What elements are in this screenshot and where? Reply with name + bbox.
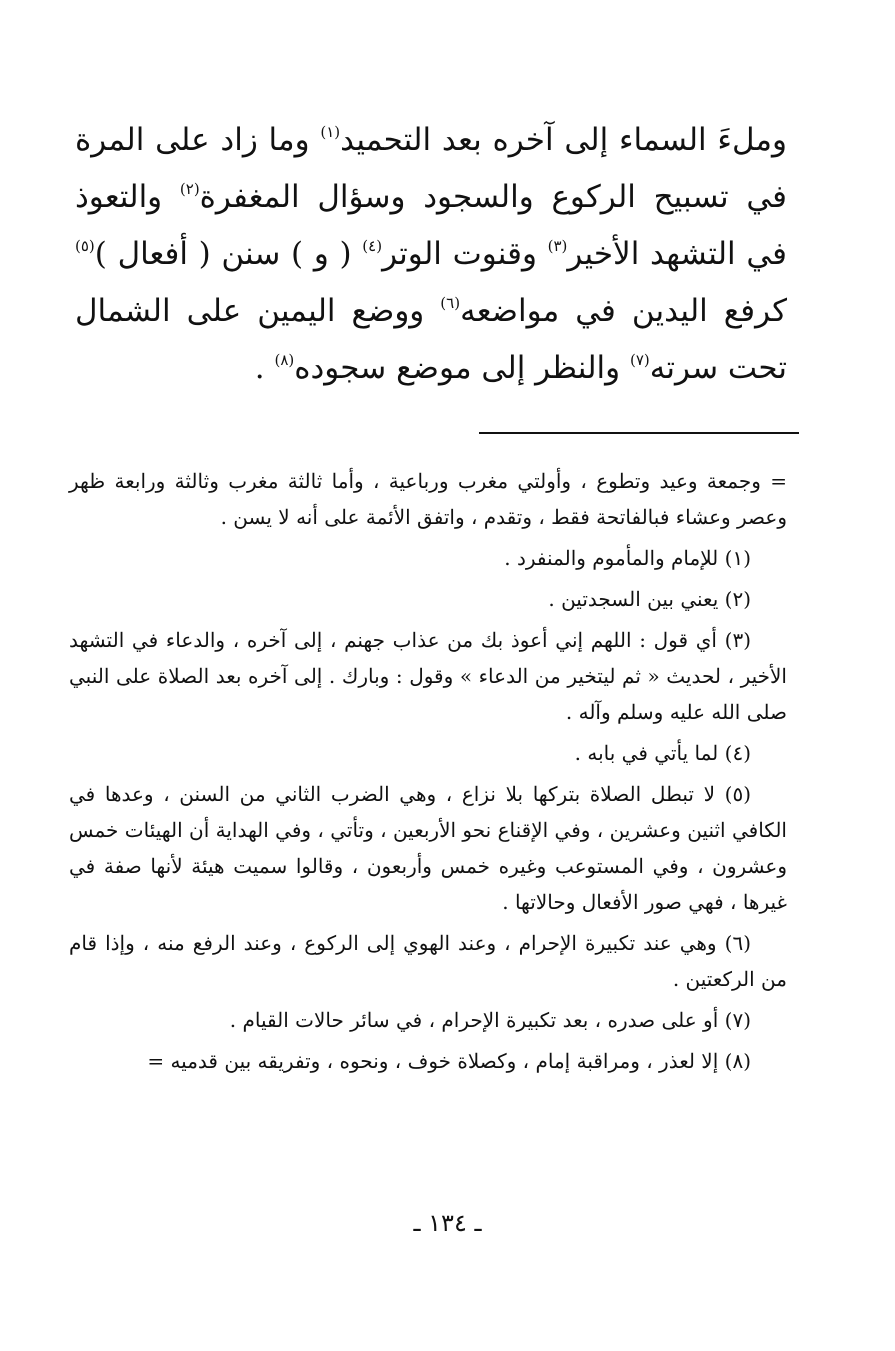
main-text-segment: والتعوذ في التشهد الأخير bbox=[75, 179, 787, 272]
footnote-ref-2[interactable]: (٢) bbox=[179, 179, 200, 198]
footnote-ref-1[interactable]: (١) bbox=[320, 122, 341, 141]
footnote-ref-6[interactable]: (٦) bbox=[440, 293, 461, 312]
footnote-ref-4[interactable]: (٤) bbox=[362, 236, 383, 255]
footnote-text: لما يأتي في بابه . bbox=[574, 741, 725, 765]
footnote-number: (٤) bbox=[724, 741, 751, 765]
main-text-segment: ووضع اليمين على الشمال تحت سرته bbox=[75, 293, 787, 386]
footnote-5 bbox=[69, 776, 787, 920]
footnote-number: (٧) bbox=[724, 1008, 751, 1032]
footnote-text: للإمام والمأموم والمنفرد . bbox=[504, 546, 725, 570]
footnote-separator bbox=[479, 432, 799, 434]
main-text-segment: وملءَ السماء إلى آخره بعد التحميد bbox=[340, 122, 788, 158]
footnote-text: أو على صدره ، بعد تكبيرة الإحرام ، في سائر حالات القيام . bbox=[229, 1008, 725, 1032]
footnote-6 bbox=[69, 925, 787, 997]
footnote-7 bbox=[69, 1002, 787, 1038]
main-text-segment: كرفع اليدين في مواضعه bbox=[460, 293, 787, 329]
footnote-number: (٣) bbox=[724, 628, 751, 652]
footnote-8 bbox=[69, 1043, 787, 1079]
main-paragraph bbox=[75, 112, 787, 397]
footnote-number: (١) bbox=[724, 546, 751, 570]
footnote-4 bbox=[69, 735, 787, 771]
footnote-number: (٢) bbox=[724, 587, 751, 611]
main-text-segment: . bbox=[254, 350, 275, 386]
footnote-ref-3[interactable]: (٣) bbox=[547, 236, 568, 255]
footnote-text: لا تبطل الصلاة بتركها بلا نزاع ، وهي الضرب الثاني من السنن ، وعدها في الكافي اثنين وعشرين ، وفي الإقناع نحو الأربعين ، وتأتي ، وفي الهداية أن الهيئات خمس وعشرون ، وفي المستوعب وغيره خمس وأربعون ، وقالوا سميت هيئة لأنها صفة في غيرها ، فهي صور الأفعال وحالاتها . bbox=[69, 782, 787, 914]
page-number: ـ ١٣٤ ـ bbox=[413, 1209, 482, 1237]
main-text-segment: وما زاد على المرة في تسبيح الركوع والسجود وسؤال المغفرة bbox=[75, 122, 787, 215]
main-text-segment: ( و ) سنن ( أفعال ) bbox=[94, 236, 363, 272]
footnote-text: أي قول : اللهم إني أعوذ بك من عذاب جهنم ، إلى آخره ، والدعاء في التشهد الأخير ، لحديث « ثم ليتخير من الدعاء » وقول : وبارك . إلى آخره بعد الصلاة على النبي صلى الله عليه وسلم وآله . bbox=[69, 628, 787, 724]
footnote-number: (٥) bbox=[724, 782, 751, 806]
main-text-segment: وقنوت الوتر bbox=[382, 236, 548, 272]
footnote-ref-5[interactable]: (٥) bbox=[75, 236, 95, 255]
footnote-ref-8[interactable]: (٨) bbox=[274, 350, 295, 369]
footnote-text: وهي عند تكبيرة الإحرام ، وعند الهوي إلى الركوع ، وعند الرفع منه ، وإذا قام من الركعتين . bbox=[69, 931, 787, 991]
footnote-2 bbox=[69, 581, 787, 617]
footnote-number: (٦) bbox=[724, 931, 751, 955]
footnote-text: يعني بين السجدتين . bbox=[548, 587, 725, 611]
main-text-segment: والنظر إلى موضع سجوده bbox=[294, 350, 630, 386]
footnote-3 bbox=[69, 622, 787, 730]
footnotes-block bbox=[69, 463, 787, 1084]
footnote-number: (٨) bbox=[724, 1049, 751, 1073]
main-text-block bbox=[75, 112, 787, 397]
footnote-1 bbox=[69, 540, 787, 576]
footnote-ref-7[interactable]: (٧) bbox=[629, 350, 650, 369]
footnote-text: إلا لعذر ، ومراقبة إمام ، وكصلاة خوف ، ونحوه ، وتفريقه بين قدميه = bbox=[147, 1049, 725, 1073]
footnote-continuation: = وجمعة وعيد وتطوع ، وأولتي مغرب ورباعية ، وأما ثالثة مغرب وثالثة ورابعة ظهر وعصر وعشاء فبالفاتحة فقط ، وتقدم ، واتفق الأئمة على أنه لا يسن . bbox=[69, 469, 787, 529]
